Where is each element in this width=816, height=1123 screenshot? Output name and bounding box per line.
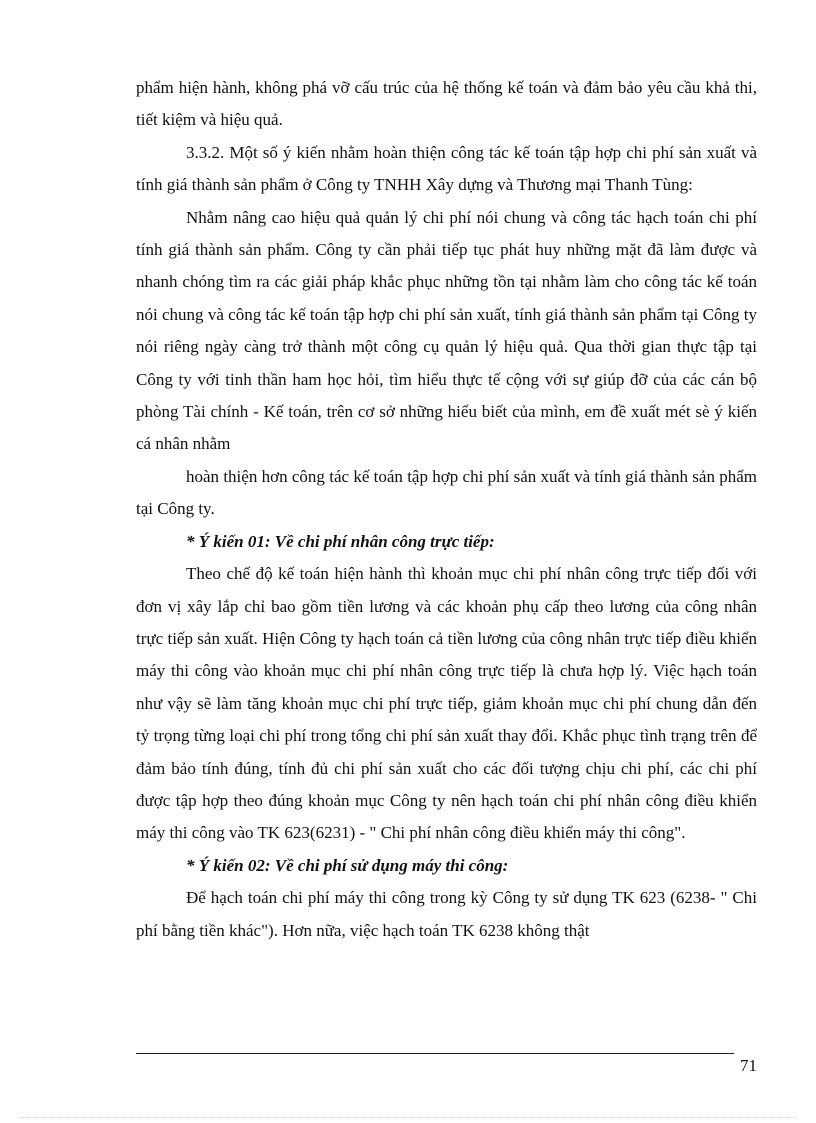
document-body [136, 72, 757, 947]
page-number: 71 [740, 1056, 757, 1075]
paragraph-intro: Nhằm nâng cao hiệu quả quản lý chi phí nói chung và công tác hạch toán chi phí tính giá thành sản phẩm. Công ty cần phải tiếp tục phát huy những mặt đã làm được và nhanh chóng tìm ra các giải pháp khắc phục những tồn tại nhằm làm cho công tác kế toán nói chung và công tác kế toán tập hợp chi phí sản xuất, tính giá thành sản phẩm tại Công ty nói riêng ngày càng trở thành một công cụ quản lý hiệu quả. Qua thời gian thực tập tại Công ty với tinh thần ham học hỏi, tìm hiểu thực tế cộng với sự giúp đỡ của các cán bộ phòng Tài chính - Kế toán, trên cơ sở những hiểu biết của mình, em đề xuất mét sè ý kiến cá nhân nhằm [136, 207, 757, 454]
paragraph-opinion-01: Theo chế độ kế toán hiện hành thì khoản mục chi phí nhân công trực tiếp đối với đơn vị xây lắp chỉ bao gồm tiền lương và các khoản phụ cấp theo lương của công nhân trực tiếp sản xuất. Hiện Công ty hạch toán cả tiền lương của công nhân trực tiếp điều khiển máy thi công vào khoản mục chi phí nhân công trực tiếp là chưa hợp lý. Việc hạch toán như vậy sẽ làm tăng khoản mục chi phí trực tiếp, giảm khoản mục chi phí chung dẫn đến tỷ trọng từng loại chi phí trong tổng chi phí sản xuất thay đổi. Khắc phục tình trạng trên để đảm bảo tính đúng, tính đủ chi phí sản xuất cho các đối tượng chịu chi phí, các chi phí được tập hợp theo đúng khoản mục Công ty nên hạch toán chi phí nhân công điều khiển máy thi công vào TK 623(6231) - " Chi phí nhân công điều khiển máy thi công". [136, 564, 757, 843]
opinion-heading-02: * Ý kiến 02: Về chi phí sử dụng máy thi công: [186, 855, 509, 875]
paragraph-intro-continued: hoàn thiện hơn công tác kế toán tập hợp chi phí sản xuất và tính giá thành sản phẩm tại Công ty. [136, 466, 757, 519]
page-bottom-border [20, 1117, 796, 1118]
footer-divider [136, 1053, 734, 1054]
opinion-heading-01: * Ý kiến 01: Về chi phí nhân công trực tiếp: [186, 531, 495, 551]
paragraph-opinion-02: Để hạch toán chi phí máy thi công trong kỳ Công ty sử dụng TK 623 (6238- " Chi phí bằng tiền khác"). Hơn nữa, việc hạch toán TK 6238 không thật [136, 888, 757, 940]
section-heading-3-3-2: 3.3.2. Một số ý kiến nhằm hoàn thiện công tác kế toán tập hợp chi phí sản xuất và tính giá thành sản phẩm ở Công ty TNHH Xây dựng và Thương mại Thanh Tùng: [136, 142, 757, 195]
paragraph-continuation: phẩm hiện hành, không phá vỡ cấu trúc của hệ thống kế toán và đảm bảo yêu cầu khả thi, tiết kiệm và hiệu quả. [136, 78, 757, 130]
